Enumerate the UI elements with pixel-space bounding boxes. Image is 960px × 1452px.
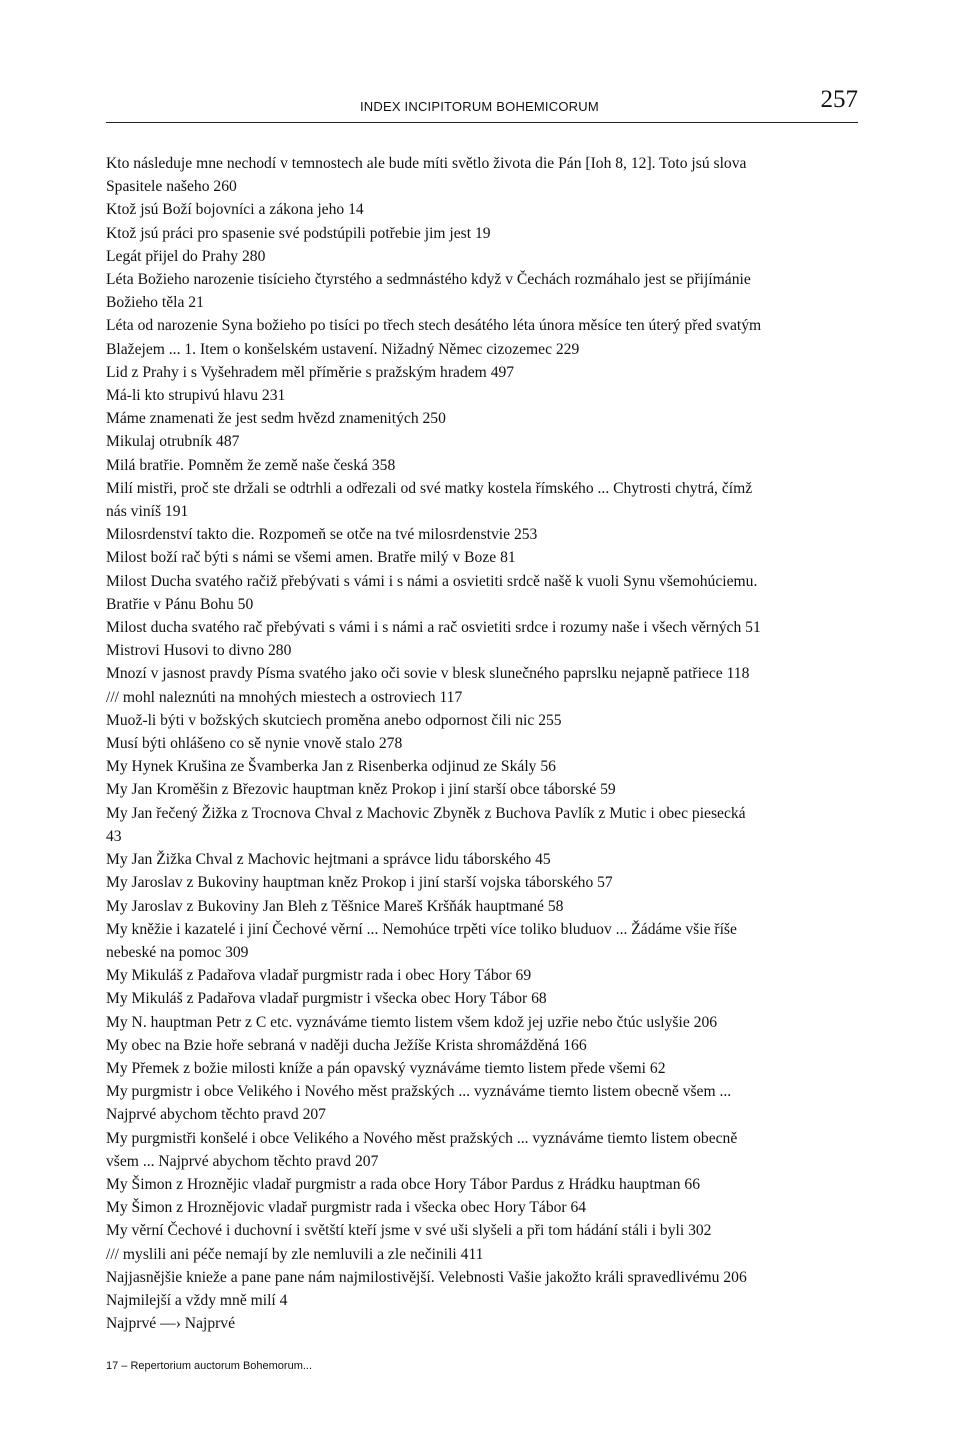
entry-continuation-line: Najprvé abychom těchto pravd 207: [106, 1106, 326, 1124]
index-entry: [106, 245, 862, 268]
entry-continuation-line: 43: [106, 827, 122, 845]
index-entry: [106, 477, 862, 523]
index-entry: [106, 1011, 862, 1034]
entry-first-line: My Šimon z Hroznějic vladař purgmistr a rada obce Hory Tábor Pardus z Hrádku hauptman 66: [106, 1175, 700, 1193]
index-entry: [106, 1266, 862, 1289]
entry-first-line: My Mikuláš z Padařova vladař purgmistr rada i obec Hory Tábor 69: [106, 967, 532, 985]
entry-first-line: My obec na Bzie hoře sebraná v naději ducha Ježíše Krista shromážděná 166: [106, 1036, 587, 1054]
entry-first-line: Najmilejší a vždy mně milí 4: [106, 1291, 288, 1309]
entry-first-line: Kto následuje mne nechodí v temnostech ale bude míti světlo života die Pán [Ioh 8, 12]. Toto jsú slova: [106, 155, 747, 172]
entry-continuation-line: nebeské na pomoc 309: [106, 943, 249, 961]
entry-first-line: Milost ducha svatého rač přebývati s vámi i s námi a rač osvietiti srdce i rozumy naše i všech věrných 51: [106, 619, 761, 637]
entry-first-line: My Mikuláš z Padařova vladař purgmistr i všecka obec Hory Tábor 68: [106, 990, 547, 1008]
footer-signature: 17 – Repertorium auctorum Bohemorum...: [106, 1360, 313, 1372]
index-entry: [106, 778, 862, 801]
running-title: INDEX INCIPITORUM BOHEMICORUM: [360, 99, 599, 114]
index-entry: [106, 152, 862, 198]
index-entry: [106, 1243, 862, 1266]
entry-first-line: My věrní Čechové i duchovní i světští kteří jsme v své uši slyšeli a při tom hádání stáli i byli 302: [106, 1222, 712, 1240]
entry-first-line: Najjasnějšie knieže a pane pane nám najmilostivější. Velebnosti Vašie jakožto králi spravedlivému 206: [106, 1268, 747, 1286]
entry-first-line: Legát přijel do Prahy 280: [106, 247, 266, 265]
entry-first-line: Mistrovi Husovi to divno 280: [106, 642, 292, 660]
index-entry: [106, 523, 862, 546]
index-entry: [106, 361, 862, 384]
entry-first-line: My purgmistr i obce Velikého i Nového měst pražských ... vyznáváme tiemto listem obecně všem ...: [106, 1083, 732, 1101]
entry-first-line: My Šimon z Hroznějovic vladař purgmistr rada i všecka obec Hory Tábor 64: [106, 1199, 587, 1217]
index-entry: [106, 1080, 862, 1126]
index-entry: [106, 616, 862, 639]
index-entry: [106, 1034, 862, 1057]
index-entry: [106, 918, 862, 964]
index-entry: [106, 964, 862, 987]
index-entry: [106, 1173, 862, 1196]
index-entry: [106, 222, 862, 245]
entry-first-line: My Jan Žižka Chval z Machovic hejtmani a správce lidu táborského 45: [106, 851, 551, 869]
index-entry: [106, 895, 862, 918]
index-entry: [106, 1057, 862, 1080]
index-entry: [106, 1127, 862, 1173]
page-number: 257: [820, 86, 858, 113]
index-entry: [106, 639, 862, 662]
entry-first-line: /// myslili ani péče nemají by zle nemluvili a zle nečinili 411: [106, 1245, 484, 1263]
running-header: [106, 88, 858, 123]
entry-continuation-line: všem ... Najprvé abychom těchto pravd 207: [106, 1152, 379, 1170]
entry-first-line: My purgmistři konšelé i obce Velikého a Nového měst pražských ... vyznáváme tiemto listem obecně: [106, 1129, 738, 1147]
entry-continuation-line: nás viníš 191: [106, 503, 189, 521]
entry-first-line: Mnozí v jasnost pravdy Písma svatého jako oči sovie v blesk slunečného paprslku nejapně patřiece 118: [106, 665, 750, 683]
entry-first-line: My Jan řečený Žižka z Trocnova Chval z Machovic Zbyněk z Buchova Pavlík z Mutic i obec piesecká: [106, 804, 746, 822]
index-entry: [106, 709, 862, 732]
entry-first-line: My Hynek Krušina ze Švamberka Jan z Risenberka odjinud ze Skály 56: [106, 758, 556, 776]
index-entries: [106, 152, 862, 1335]
entry-first-line: Najprvé —› Najprvé: [106, 1315, 236, 1333]
entry-first-line: Milost boží rač býti s námi se všemi amen. Bratře milý v Boze 81: [106, 549, 516, 567]
entry-first-line: Musí býti ohlášeno co sě nynie vnově stalo 278: [106, 735, 403, 753]
entry-continuation-line: Božieho těla 21: [106, 294, 204, 312]
entry-first-line: Ktož jsú práci pro spasenie své podstúpili potřebie jim jest 19: [106, 224, 491, 242]
entry-first-line: Milost Ducha svatého račiž přebývati s vámi i s námi a osvietiti srdcě našě k vuoli Synu všemohúciemu.: [106, 572, 758, 590]
index-entry: [106, 662, 862, 685]
entry-continuation-line: Blažejem ... 1. Item o konšelském ustavení. Nižadný Němec cizozemec 229: [106, 340, 580, 358]
entry-first-line: My Přemek z božie milosti kníže a pán opavský vyznáváme tiemto listem přede všemi 62: [106, 1059, 666, 1077]
index-entry: [106, 384, 862, 407]
entry-first-line: Mikulaj otrubník 487: [106, 433, 240, 451]
entry-first-line: My Jaroslav z Bukoviny Jan Bleh z Těšnice Mareš Kršňák hauptmané 58: [106, 897, 564, 915]
index-entry: [106, 1289, 862, 1312]
index-entry: [106, 314, 862, 360]
index-entry: [106, 454, 862, 477]
entry-first-line: Lid z Prahy i s Vyšehradem měl příměrie s pražským hradem 497: [106, 363, 515, 381]
index-entry: [106, 755, 862, 778]
entry-first-line: Máme znamenati že jest sedm hvězd znamenitých 250: [106, 410, 446, 428]
entry-first-line: /// mohl naleznúti na mnohých miestech a ostroviech 117: [106, 688, 463, 706]
entry-first-line: Ktož jsú Boží bojovníci a zákona jeho 14: [106, 201, 364, 219]
entry-continuation-line: Bratřie v Pánu Bohu 50: [106, 595, 254, 613]
index-entry: [106, 848, 862, 871]
index-entry: [106, 570, 862, 616]
entry-first-line: Milosrdenství takto die. Rozpomeň se otče na tvé milosrdenstvie 253: [106, 526, 538, 544]
index-entry: [106, 871, 862, 894]
entry-first-line: My kněžie i kazatelé i jiní Čechové věrní ... Nemohúce trpěti více toliko bluduov ... Žádáme všie říše: [106, 920, 737, 938]
index-entry: [106, 430, 862, 453]
entry-continuation-line: Spasitele našeho 260: [106, 178, 237, 196]
index-entry: [106, 802, 862, 848]
index-entry: [106, 1196, 862, 1219]
entry-first-line: My Jaroslav z Bukoviny hauptman kněz Prokop i jiní starší vojska táborského 57: [106, 874, 613, 892]
index-entry: [106, 546, 862, 569]
entry-first-line: My Jan Kroměšin z Březovic hauptman kněz Prokop i jiní starší obce táborské 59: [106, 781, 616, 799]
index-entry: [106, 268, 862, 314]
entry-first-line: Milá bratřie. Pomněm že země naše česká 358: [106, 456, 396, 474]
index-entry: [106, 1219, 862, 1242]
index-entry: [106, 732, 862, 755]
index-entry: [106, 407, 862, 430]
entry-first-line: Má-li kto strupivú hlavu 231: [106, 387, 286, 405]
entry-first-line: Léta od narozenie Syna božieho po tisíci po třech stech desátého léta února měsíce ten úterý před svatým: [106, 317, 762, 335]
index-entry: [106, 987, 862, 1010]
entry-first-line: Milí mistři, proč ste držali se odtrhli a odřezali od své matky kostela římského ... Chytrosti chytrá, čímž: [106, 479, 753, 497]
entry-first-line: Muož-li býti v božských skutciech proměna anebo odpornost čili nic 255: [106, 711, 562, 729]
index-entry: [106, 1312, 862, 1335]
index-entry: [106, 686, 862, 709]
entry-first-line: My N. hauptman Petr z C etc. vyznáváme tiemto listem všem kdož jej uzřie nebo čtúc uslyšie 206: [106, 1013, 718, 1031]
index-entry: [106, 198, 862, 221]
entry-first-line: Léta Božieho narozenie tisícieho čtyrstého a sedmnástého když v Čechách rozmáhalo jest se přijímánie: [106, 271, 751, 289]
